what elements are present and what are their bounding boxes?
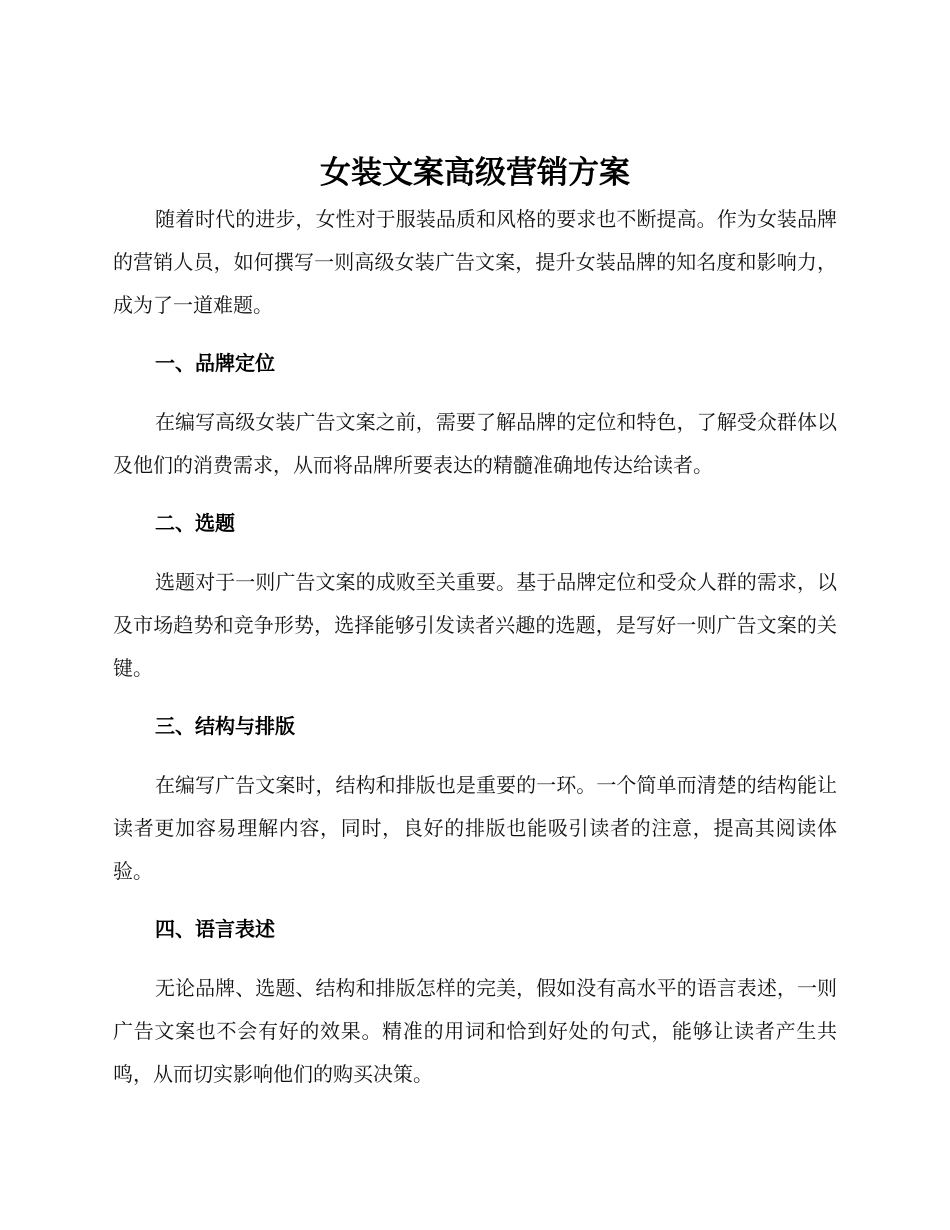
section-body-brand-positioning: 在编写高级女装广告文案之前，需要了解品牌的定位和特色，了解受众群体以及他们的消费需求，从而将品牌所要表达的精髓准确地传达给读者。 xyxy=(113,410,837,477)
section-body-language-expression: 无论品牌、选题、结构和排版怎样的完美，假如没有高水平的语言表述，一则广告文案也不会有好的效果。精准的用词和恰到好处的句式，能够让读者产生共鸣，从而切实影响他们的购买决策。 xyxy=(113,976,837,1086)
section-heading-structure-layout: 三、结构与排版 xyxy=(155,714,295,738)
page-title: 女装文案高级营销方案 xyxy=(320,155,630,191)
section-body-structure-layout: 在编写广告文案时，结构和排版也是重要的一环。一个简单而清楚的结构能让读者更加容易理解内容，同时，良好的排版也能吸引读者的注意，提高其阅读体验。 xyxy=(113,773,837,883)
document-body xyxy=(113,150,837,1096)
section-body-topic-selection: 选题对于一则广告文案的成败至关重要。基于品牌定位和受众人群的需求，以及市场趋势和竞争形势，选择能够引发读者兴趣的选题，是写好一则广告文案的关键。 xyxy=(113,570,837,680)
section-heading-language-expression: 四、语言表述 xyxy=(155,917,275,941)
section-heading-brand-positioning: 一、品牌定位 xyxy=(155,351,275,375)
section-heading-topic-selection: 二、选题 xyxy=(155,511,235,535)
intro-paragraph: 随着时代的进步，女性对于服装品质和风格的要求也不断提高。作为女装品牌的营销人员，如何撰写一则高级女装广告文案，提升女装品牌的知名度和影响力，成为了一道难题。 xyxy=(113,207,837,317)
